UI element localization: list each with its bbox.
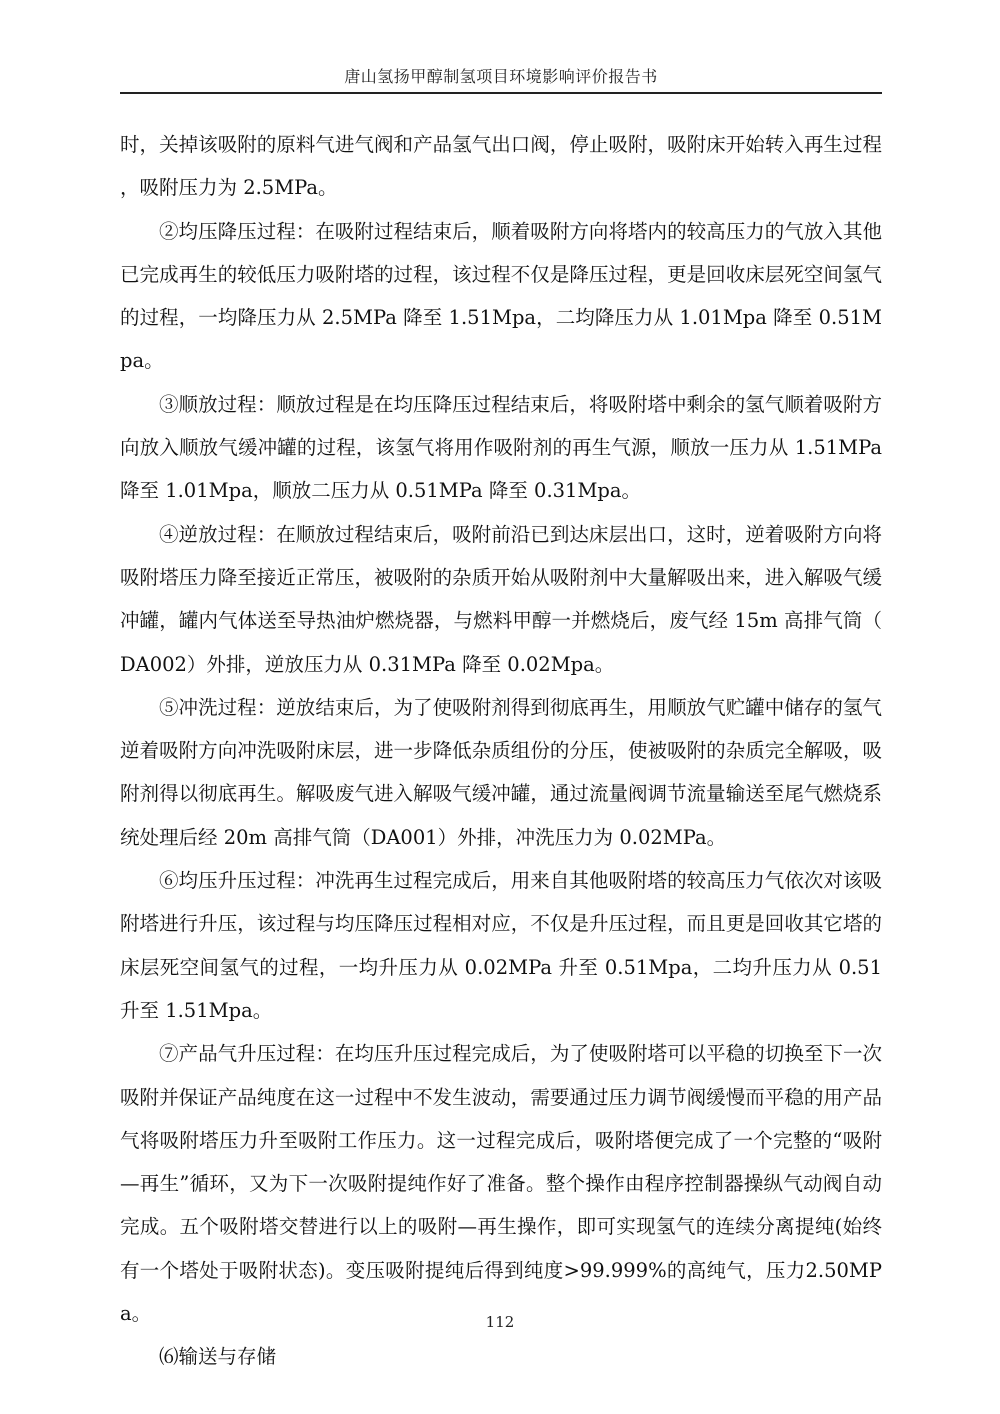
section-heading-transport-storage: ⑹输送与存储	[159, 1345, 277, 1369]
page-number: 112	[485, 1313, 515, 1331]
header-divider	[120, 92, 882, 94]
paragraph-equalization-repressurization: ⑥均压升压过程：冲洗再生过程完成后，用来自其他吸附塔的较高压力气依次对该吸附塔进行升压，该过程与均压降压过程相对应，不仅是升压过程，而且更是回收其它塔的床层死空间氢气的过程，一均升压力从 0.02MPa 升至 0.51Mpa，二均升压力从 0.51 升至 1.51Mpa。	[120, 869, 882, 1022]
paragraph-equalization-depressurization: ②均压降压过程：在吸附过程结束后，顺着吸附方向将塔内的较高压力的气放入其他已完成再生的较低压力吸附塔的过程，该过程不仅是降压过程，更是回收床层死空间氢气的过程，一均降压力从 2.5MPa 降至 1.51Mpa，二均降压力从 1.01Mpa 降至 0.51Mpa。	[120, 219, 882, 373]
paragraph-cocurrent-release: ③顺放过程：顺放过程是在均压降压过程结束后，将吸附塔中剩余的氢气顺着吸附方向放入顺放气缓冲罐的过程，该氢气将用作吸附剂的再生气源，顺放一压力从 1.51MPa 降至 1.01Mpa，顺放二压力从 0.51MPa 降至 0.31Mpa。	[120, 392, 882, 503]
paragraph-countercurrent-release: ④逆放过程：在顺放过程结束后，吸附前沿已到达床层出口，这时，逆着吸附方向将吸附塔压力降至接近正常压，被吸附的杂质开始从吸附剂中大量解吸出来，进入解吸气缓冲罐，罐内气体送至导热油炉燃烧器，与燃料甲醇一并燃烧后，废气经 15m 高排气筒（DA002）外排，逆放压力从 0.31MPa 降至 0.02Mpa。	[120, 522, 882, 676]
report-header-title: 唐山氢扬甲醇制氢项目环境影响评价报告书	[344, 67, 658, 86]
body-text	[120, 123, 882, 1379]
paragraph-adsorption-end: 时，关掉该吸附的原料气进气阀和产品氢气出口阀，停止吸附，吸附床开始转入再生过程，吸附压力为 2.5MPa。	[120, 133, 882, 200]
paragraph-product-repressurization: ⑦产品气升压过程：在均压升压过程完成后，为了使吸附塔可以平稳的切换至下一次吸附并保证产品纯度在这一过程中不发生波动，需要通过压力调节阀缓慢而平稳的用产品气将吸附塔压力升至吸附工作压力。这一过程完成后，吸附塔便完成了一个完整的“吸附—再生”循环，又为下一次吸附提纯作好了准备。整个操作由程序控制器操纵气动阀自动完成。五个吸附塔交替进行以上的吸附—再生操作，即可实现氢气的连续分离提纯(始终有一个塔处于吸附状态)。变压吸附提纯后得到纯度>99.999%的高纯气，压力2.50MPa。	[120, 1042, 882, 1326]
paragraph-purge: ⑤冲洗过程：逆放结束后，为了使吸附剂得到彻底再生，用顺放气贮罐中储存的氢气逆着吸附方向冲洗吸附床层，进一步降低杂质组份的分压，使被吸附的杂质完全解吸，吸附剂得以彻底再生。解吸废气进入解吸气缓冲罐，通过流量阀调节流量输送至尾气燃烧系统处理后经 20m 高排气筒（DA001）外排，冲洗压力为 0.02MPa。	[120, 695, 882, 849]
